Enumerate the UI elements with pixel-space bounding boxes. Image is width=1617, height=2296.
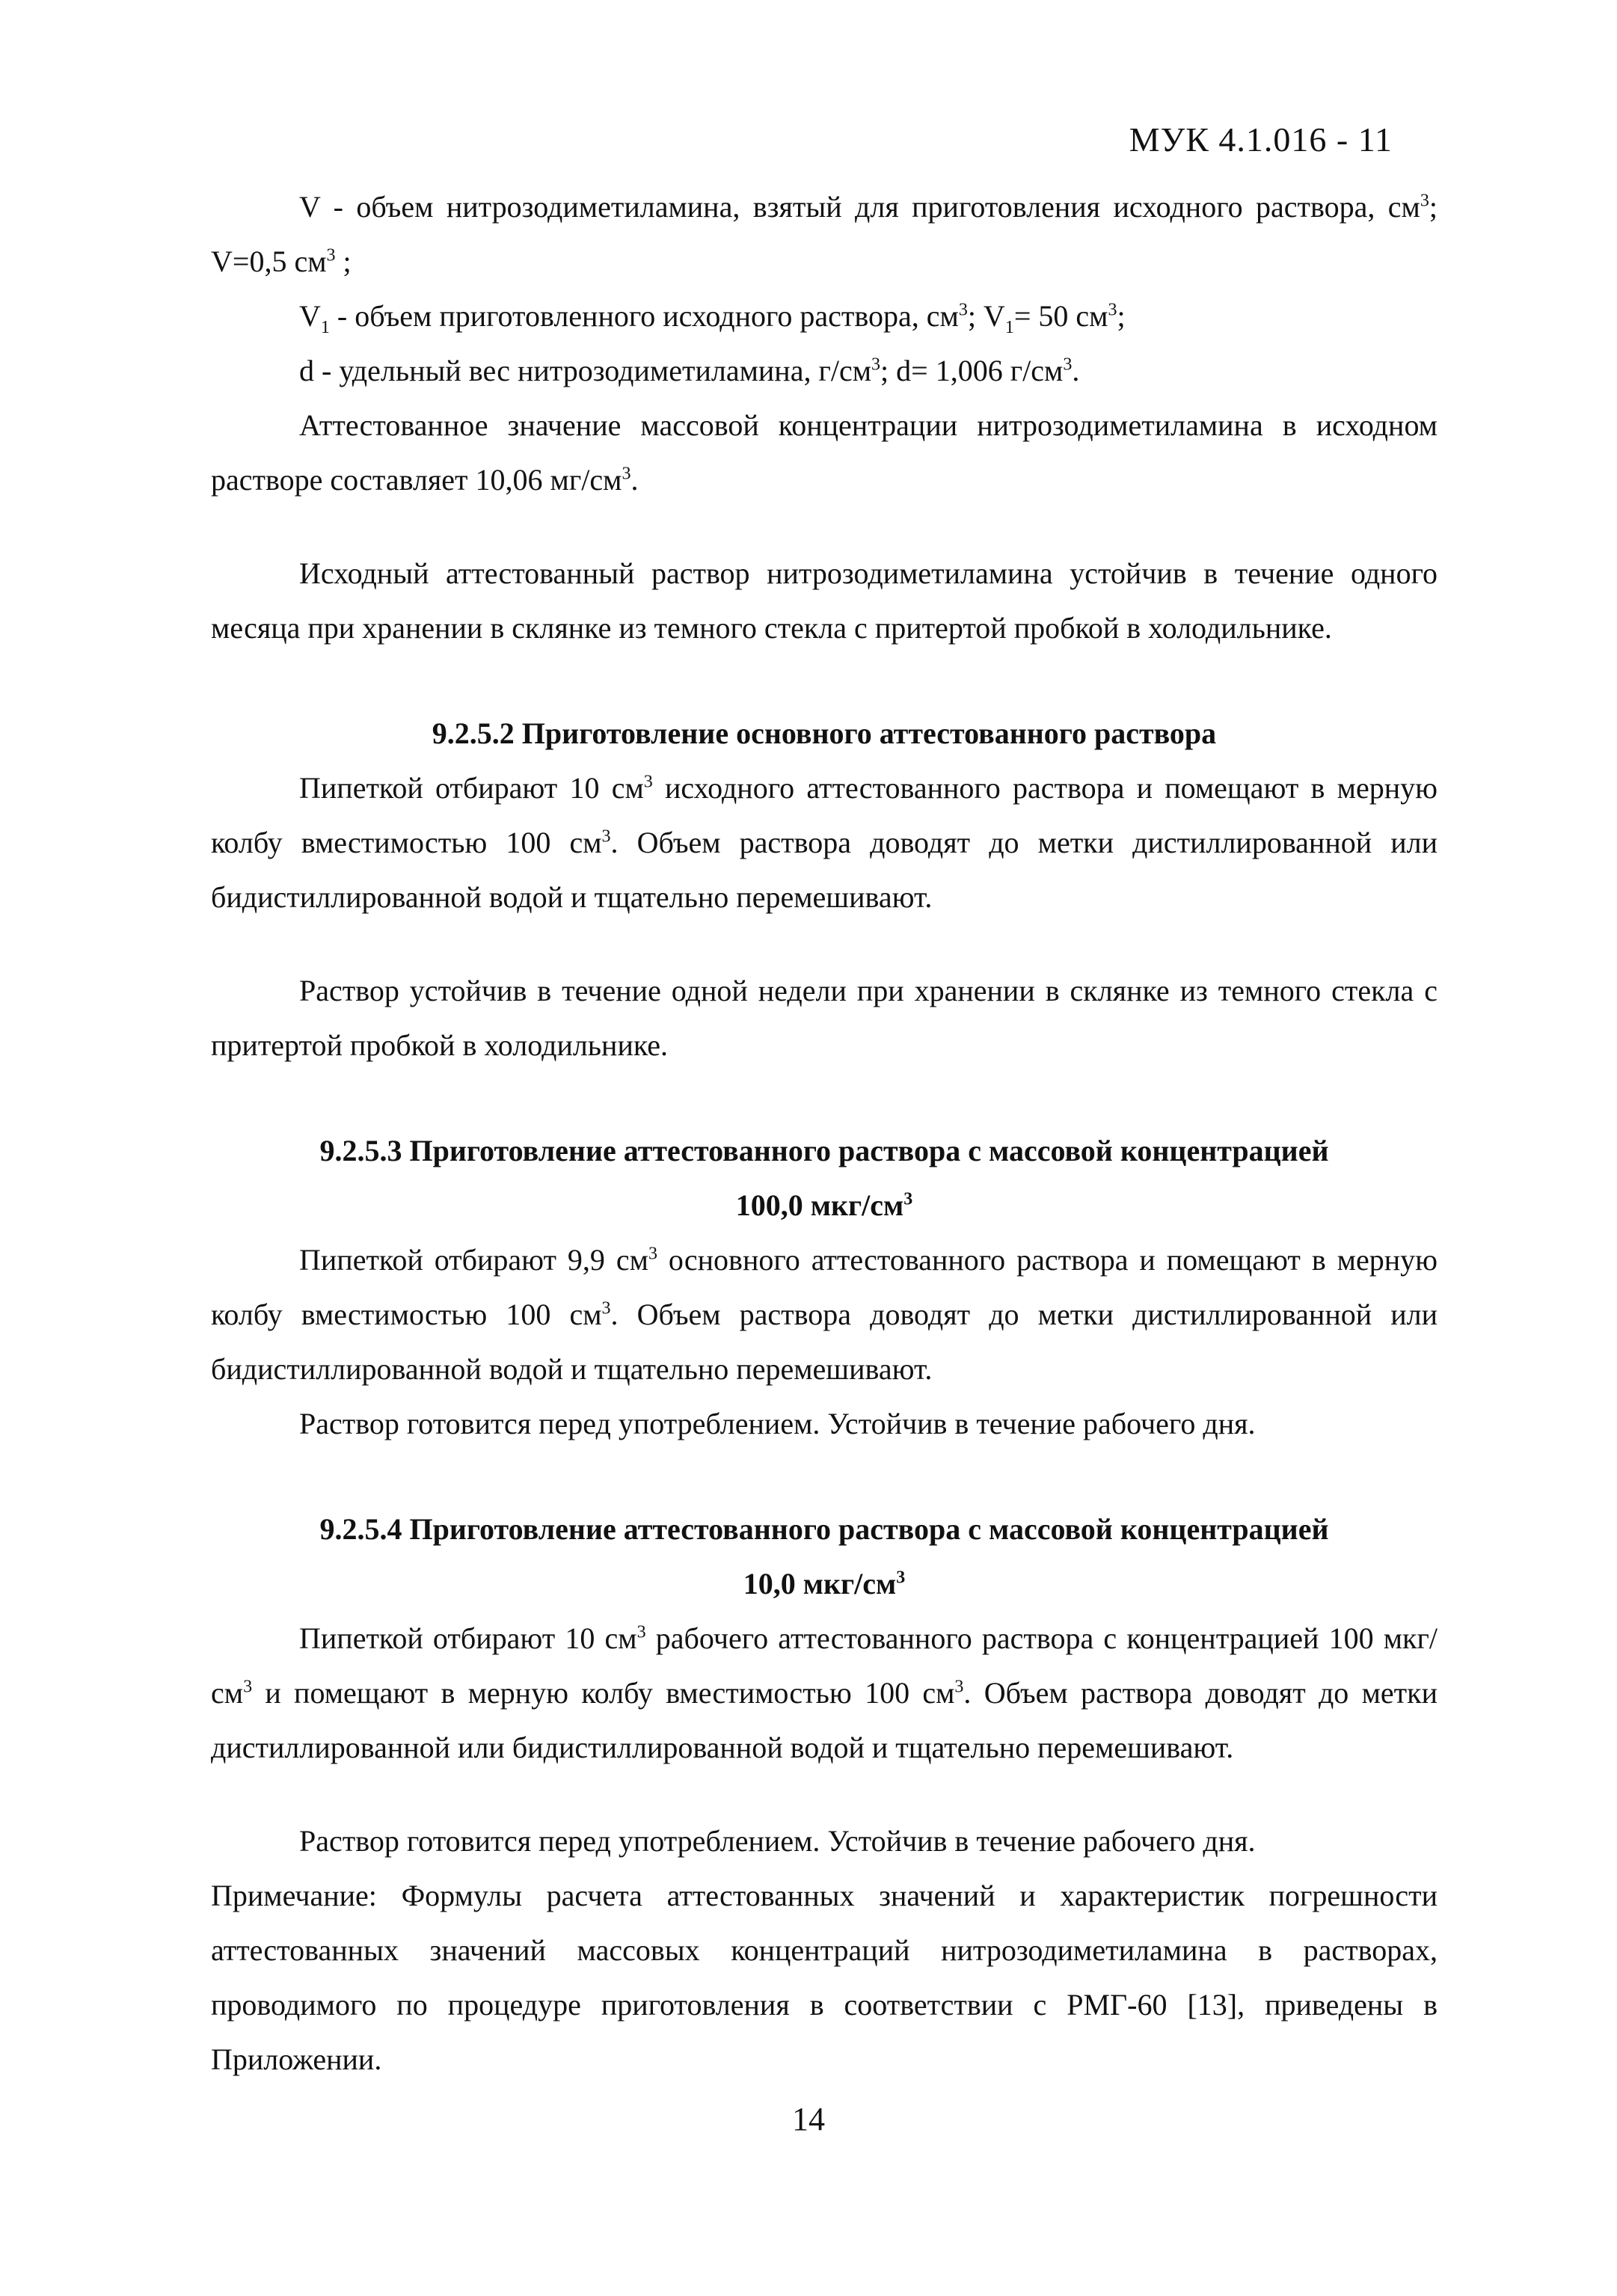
- paragraph-s3-procedure: Пипеткой отбирают 9,9 $см^3$ основного аттестованного раствора и помещают в мерную колбу вместимостью 100 $см^3$. Объем раствора доводят до метки дистиллированной или бидистиллированной водой и тщательно перемешивают.: [211, 1243, 1438, 1386]
- page-number: 14: [792, 2101, 825, 2137]
- paragraph-s3-stability: Раствор готовится перед употреблением. Устойчив в течение рабочего дня.: [299, 1407, 1256, 1440]
- definition-d: d - удельный вес нитрозодиметиламина, $г/см^3$; d= 1,006 $г/см^3$.: [299, 354, 1080, 387]
- symbol-d: d: [299, 354, 314, 387]
- section-heading-9-2-5-3: 9.2.5.3 Приготовление аттестованного раствора с массовой концентрацией: [319, 1134, 1329, 1167]
- section-heading-9-2-5-2: 9.2.5.2 Приготовление основного аттестованного раствора: [432, 716, 1217, 750]
- symbol-v: V: [299, 190, 321, 224]
- document-code: МУК 4.1.016 - 11: [1129, 120, 1393, 159]
- section-heading-9-2-5-4: 9.2.5.4 Приготовление аттестованного раствора с массовой концентрацией: [319, 1512, 1329, 1546]
- section-heading-9-2-5-3-concentration: 100,0 мкг/$см^3$: [735, 1188, 913, 1222]
- symbol-v1: V: [299, 299, 321, 333]
- note-paragraph: Примечание: Формулы расчета аттестованных значений и характеристик погрешности аттестованных значений массовых концентраций нитрозодиметиламина в растворах, проводимого по процедуре приготовления в соответствии с РМГ-60 [13], приведены в Приложении.: [211, 1879, 1437, 2076]
- paragraph-s4-procedure: Пипеткой отбирают 10 $см^3$ рабочего аттестованного раствора с концентрацией 100 мкг/$см^3$ и помещают в мерную колбу вместимостью 100 $см^3$. Объем раствора доводят до метки дистиллированной или бидистиллированной водой и тщательно перемешивают.: [211, 1621, 1437, 1764]
- definition-v: V - объем нитрозодиметиламина, взятый для приготовления исходного раствора, $см^3$; V=0,5 $см^3$ ;: [211, 190, 1437, 278]
- document-body: [211, 179, 1437, 2087]
- section-heading-9-2-5-4-concentration: 10,0 мкг/$см^3$: [743, 1567, 906, 1600]
- paragraph-certified-value: Аттестованное значение массовой концентрации нитрозодиметиламина в исходном растворе составляет 10,06 $мг/см^3$.: [211, 408, 1437, 497]
- paragraph-stability: Исходный аттестованный раствор нитрозодиметиламина устойчив в течение одного месяца при хранении в склянке из темного стекла с притертой пробкой в холодильнике.: [211, 556, 1437, 645]
- definition-v1: $V_1$ - объем приготовленного исходного раствора, $см^3$; $V_1= 50$ $см^3$;: [299, 299, 1126, 337]
- paragraph-s4-stability: Раствор готовится перед употреблением. Устойчив в течение рабочего дня.: [299, 1824, 1256, 1858]
- paragraph-s2-procedure: Пипеткой отбирают 10 $см^3$ исходного аттестованного раствора и помещают в мерную колбу вместимостью 100 $см^3$. Объем раствора доводят до метки дистиллированной или бидистиллированной водой и тщательно перемешивают.: [211, 771, 1437, 914]
- paragraph-s2-stability: Раствор устойчив в течение одной недели при хранении в склянке из темного стекла с притертой пробкой в холодильнике.: [211, 974, 1437, 1062]
